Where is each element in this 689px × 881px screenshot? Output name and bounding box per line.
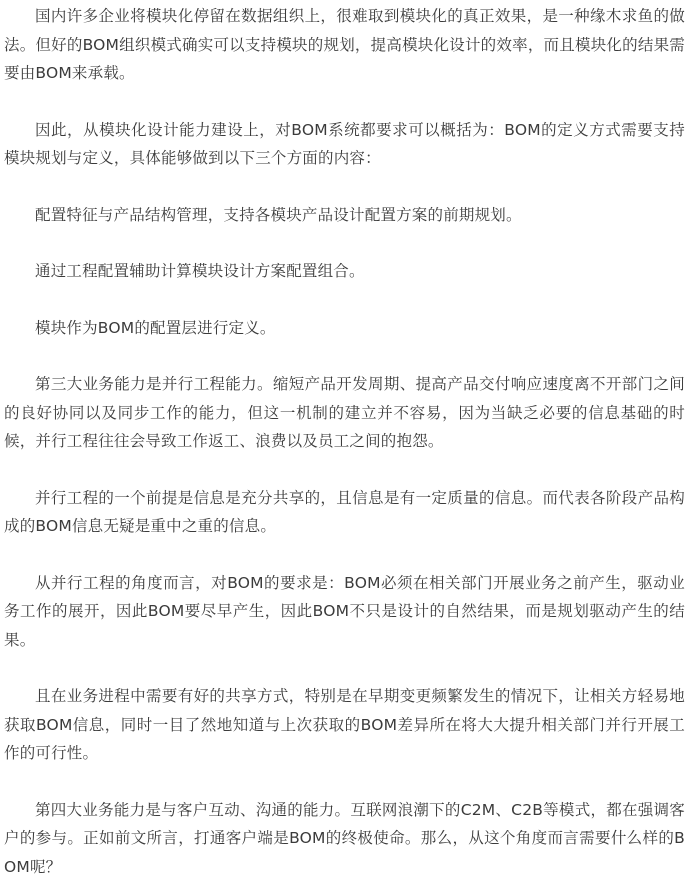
paragraph-customer-interaction: 第四大业务能力是与客户互动、沟通的能力。互联网浪潮下的C2M、C2B等模式，都在强调客户的参与。正如前文所言，打通客户端是BOM的终极使命。那么，从这个角度而言需要什么样的BOM呢？ xyxy=(4,796,685,881)
paragraph-concurrent-engineering: 第三大业务能力是并行工程能力。缩短产品开发周期、提高产品交付响应速度离不开部门之间的良好协同以及同步工作的能力，但这一机制的建立并不容易，因为当缺乏必要的信息基础的时候，并行工程往往会导致工作返工、浪费以及员工之间的抱怨。 xyxy=(4,370,685,456)
paragraph-item-configuration: 配置特征与产品结构管理，支持各模块产品设计配置方案的前期规划。 xyxy=(4,201,685,230)
paragraph-spacer xyxy=(4,88,685,116)
paragraph-modularization: 国内许多企业将模块化停留在数据组织上，很难取到模块化的真正效果，是一种缘木求鱼的做法。但好的BOM组织模式确实可以支持模块的规划，提高模块化设计的效率，而且模块化的结果需要由BOM来承载。 xyxy=(4,2,685,88)
paragraph-spacer xyxy=(4,286,685,314)
paragraph-item-module-layer: 模块作为BOM的配置层进行定义。 xyxy=(4,314,685,343)
paragraph-spacer xyxy=(4,456,685,484)
paragraph-spacer xyxy=(4,173,685,201)
paragraph-bom-early: 从并行工程的角度而言，对BOM的要求是：BOM必须在相关部门开展业务之前产生，驱动业务工作的展开，因此BOM要尽早产生，因此BOM不只是设计的自然结果，而是规划驱动产生的结果。 xyxy=(4,569,685,655)
paragraph-spacer xyxy=(4,768,685,796)
paragraph-spacer xyxy=(4,229,685,257)
paragraph-spacer xyxy=(4,541,685,569)
paragraph-information-sharing: 并行工程的一个前提是信息是充分共享的，且信息是有一定质量的信息。而代表各阶段产品构成的BOM信息无疑是重中之重的信息。 xyxy=(4,484,685,541)
paragraph-spacer xyxy=(4,654,685,682)
paragraph-sharing-method: 且在业务进程中需要有好的共享方式，特别是在早期变更频繁发生的情况下，让相关方轻易地获取BOM信息，同时一目了然地知道与上次获取的BOM差异所在将大大提升相关部门并行开展工作的可行性。 xyxy=(4,682,685,768)
paragraph-spacer xyxy=(4,342,685,370)
paragraph-bom-requirements: 因此，从模块化设计能力建设上，对BOM系统都要求可以概括为：BOM的定义方式需要支持模块规划与定义，具体能够做到以下三个方面的内容： xyxy=(4,116,685,173)
paragraph-item-engineering-config: 通过工程配置辅助计算模块设计方案配置组合。 xyxy=(4,257,685,286)
